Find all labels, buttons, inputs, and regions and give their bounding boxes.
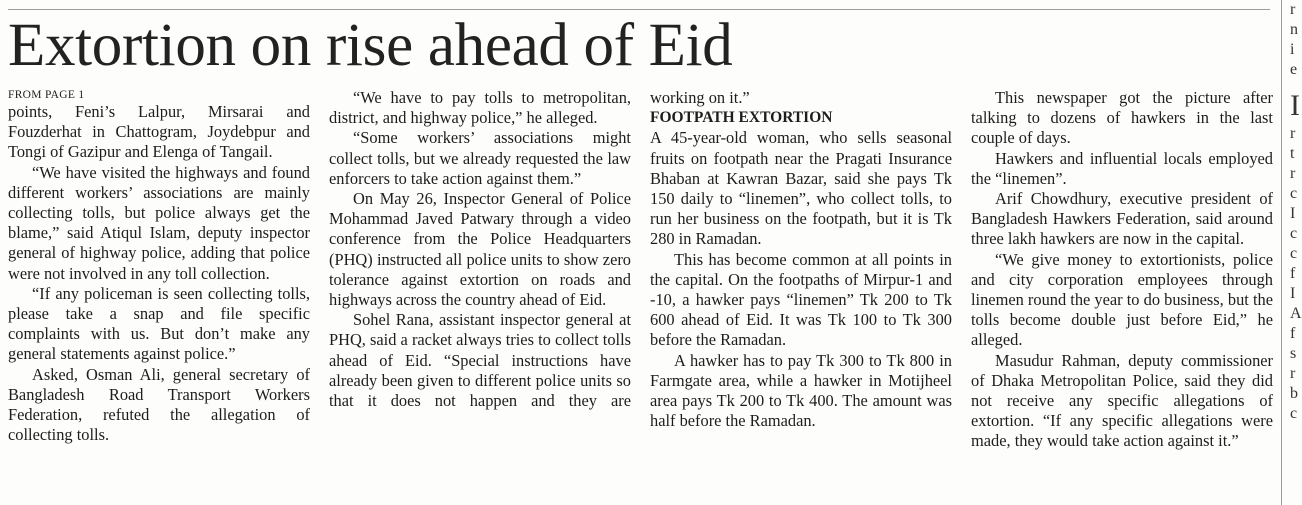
fragment-letter: n <box>1290 21 1298 38</box>
dateline: FROM PAGE 1 <box>8 89 85 101</box>
fragment-letter: r <box>1290 165 1296 182</box>
paragraph: Arif Chowdhury, executive president of Bangladesh Hawkers Federation, said around three lakh hawkers are now in the capital. <box>971 189 1273 249</box>
article-column-4 <box>971 88 1273 452</box>
fragment-letter: s <box>1290 345 1297 362</box>
article-column-3 <box>650 88 952 431</box>
paragraph: points, Feni’s Lalpur, Mirsarai and Fouzderhat in Chattogram, Joydebpur and Tongi of Gazipur and Elenga of Tangail. <box>8 102 310 162</box>
paragraph: A 45-year-old woman, who sells seasonal fruits on footpath near the Pragati Insurance Bhaban at Kawran Bazar, said she pays Tk 150 daily to “linemen”, who collect tolls, to run her business on the footpath, but it is Tk 280 in Ramadan. <box>650 128 952 249</box>
fragment-letter: c <box>1290 225 1298 242</box>
fragment-letter: A <box>1290 305 1302 322</box>
subheading: FOOTPATH EXTORTION <box>650 109 833 127</box>
fragment-letter: I <box>1290 205 1296 222</box>
paragraph: “We have to pay tolls to metropolitan, district, and highway police,” he alleged. <box>329 88 631 128</box>
paragraph: “We have visited the highways and found different workers’ associations are mainly collecting tolls, but police always get the blame,” said Atiqul Islam, deputy inspector general of highway police, adding that police were not involved in any toll collection. <box>8 162 310 283</box>
paragraph: On May 26, Inspector General of Police Mohammad Javed Patwary through a video conference from the Police Headquarters (PHQ) instructed all police units to show zero tolerance against extortion on roads and highways across the country ahead of Eid. <box>329 189 631 310</box>
column-divider <box>1281 0 1282 505</box>
paragraph: Sohel Rana, assistant inspector general at PHQ, said a racket always tries to collect tolls ahead of Eid. “Special instructions have already been given to different police units so that it does not happen and they are <box>329 310 631 411</box>
fragment-letter: r <box>1290 365 1296 382</box>
paragraph: This has become common at all points in the capital. On the footpaths of Mirpur-1 and -10, a hawker pays “linemen” Tk 200 to Tk 600 ahead of Eid. It was Tk 100 to Tk 300 before the Ramadan. <box>650 249 952 350</box>
fragment-letter: f <box>1290 325 1296 342</box>
paragraph: This newspaper got the picture after talking to dozens of hawkers in the last couple of days. <box>971 88 1273 148</box>
adjacent-article-fragment <box>1290 0 1302 505</box>
paragraph: “Some workers’ associations might collect tolls, but we already requested the law enforcers to take action against them.” <box>329 128 631 188</box>
article-column-2 <box>329 88 631 411</box>
paragraph: A hawker has to pay Tk 300 to Tk 800 in Farmgate area, while a hawker in Motijheel area pays Tk 200 to Tk 400. The amount was half before the Ramadan. <box>650 350 952 431</box>
fragment-letter: r <box>1290 125 1296 142</box>
paragraph: Masudur Rahman, deputy commissioner of Dhaka Metropolitan Police, said they did not receive any specific allegations of extortion. “If any specific allegations were made, they would take action against it.” <box>971 350 1273 451</box>
fragment-letter: I <box>1290 285 1296 302</box>
paragraph: working on it.” <box>650 88 750 107</box>
headline: Extortion on rise ahead of Eid <box>8 12 733 79</box>
paragraph: “We give money to extortionists, police and city corporation employees through linemen round the year to do business, but the tolls become double just before Eid,” he alleged. <box>971 249 1273 350</box>
fragment-letter: c <box>1290 405 1298 422</box>
article-column-1 <box>8 88 310 445</box>
fragment-letter: c <box>1290 245 1298 262</box>
fragment-letter: f <box>1290 265 1296 282</box>
fragment-letter: r <box>1290 1 1296 18</box>
fragment-letter: i <box>1290 41 1295 58</box>
paragraph: “If any policeman is seen collecting tolls, please take a snap and file specific complaints with us. But don’t make any general statements against police.” <box>8 283 310 364</box>
paragraph: Hawkers and influential locals employed the “linemen”. <box>971 148 1273 188</box>
fragment-letter: e <box>1290 61 1298 78</box>
fragment-letter: I <box>1290 89 1300 122</box>
fragment-letter: c <box>1290 185 1298 202</box>
fragment-letter: t <box>1290 145 1295 162</box>
paragraph: Asked, Osman Ali, general secretary of Bangladesh Road Transport Workers Federation, refuted the allegation of collecting tolls. <box>8 364 310 445</box>
fragment-letter: b <box>1290 385 1298 402</box>
top-rule <box>8 9 1270 10</box>
